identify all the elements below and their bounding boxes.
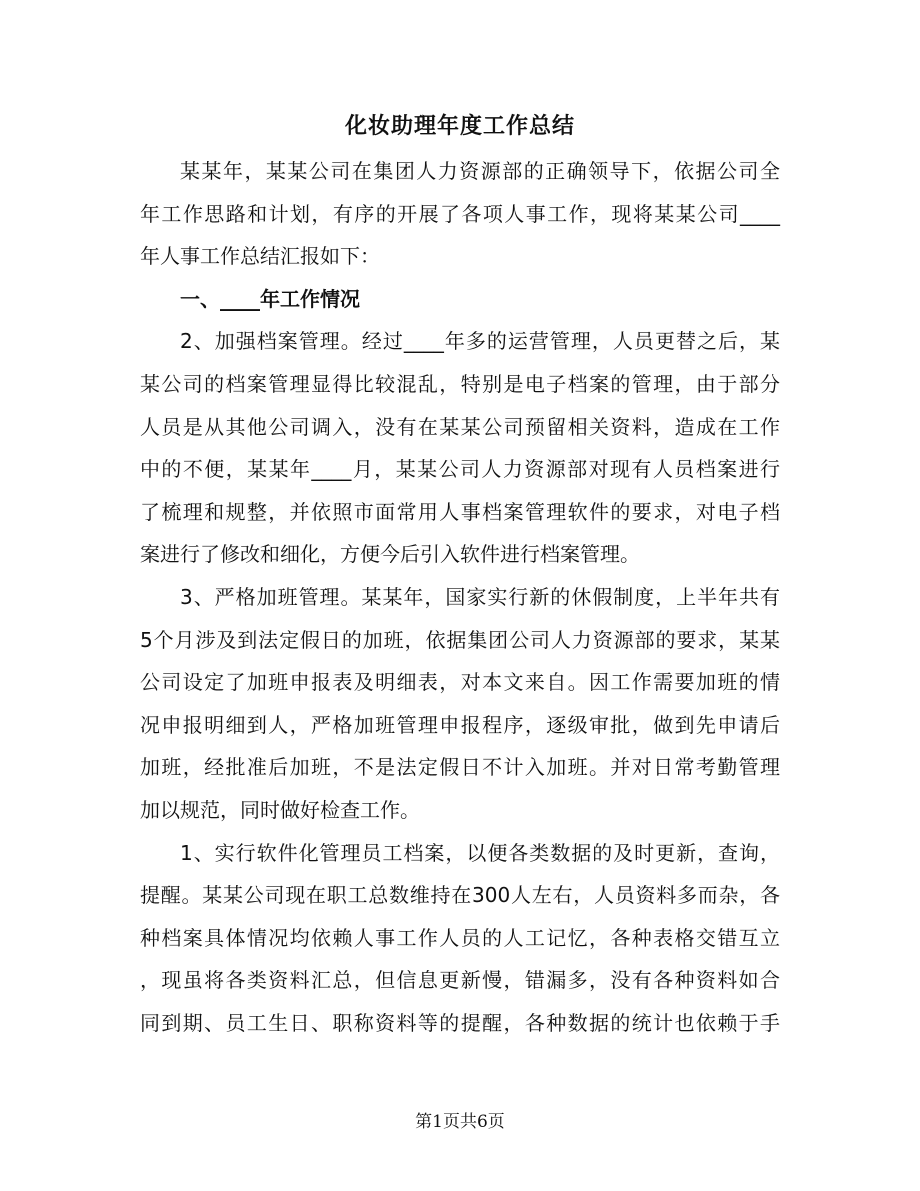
paragraph-line: 种档案具体情况均依赖人事工作人员的人工记忆，各种表格交错互立 [140,925,780,950]
paragraph-line: 况申报明细到人，严格加班管理申报程序，逐级审批，做到先申请后 [140,712,780,737]
document-body [140,150,780,1044]
page-number: 第1页共6页 [415,1112,505,1132]
paragraph-line: 人员是从其他公司调入，没有在某某公司预留相关资料，造成在工作 [140,414,780,439]
paragraph-line: 案进行了修改和细化，方便今后引入软件进行档案管理。 [140,542,640,567]
paragraph-line: 某公司的档案管理显得比较混乱，特别是电子档案的管理，由于部分 [140,371,780,396]
section-heading: 一、____年工作情况 [180,286,360,311]
paragraph-line: 提醒。某某公司现在职工总数维持在300人左右，人员资料多而杂，各 [140,883,780,908]
paragraph-line: 公司设定了加班申报表及明细表，对本文来自。因工作需要加班的情 [140,670,780,695]
paragraph-line: 中的不便，某某年____月，某某公司人力资源部对现有人员档案进行 [140,457,780,482]
paragraph-line: 5个月涉及到法定假日的加班，依据集团公司人力资源部的要求，某某 [140,627,780,652]
paragraph-line: ，现虽将各类资料汇总，但信息更新慢，错漏多，没有各种资料如合 [140,968,780,993]
paragraph-line: 了梳理和规整，并依照市面常用人事档案管理软件的要求，对电子档 [140,499,780,524]
paragraph-line: 加以规范，同时做好检查工作。 [140,797,420,822]
paragraph-line: 2、加强档案管理。经过____年多的运营管理，人员更替之后，某 [180,329,780,354]
document-title: 化妆助理年度工作总结 [344,113,575,139]
paragraph-line: 年人事工作总结汇报如下： [140,244,380,269]
paragraph-line: 年工作思路和计划，有序的开展了各项人事工作，现将某某公司____ [140,201,780,226]
paragraph-line: 同到期、员工生日、职称资料等的提醒，各种数据的统计也依赖于手 [140,1010,780,1035]
paragraph-line: 某某年，某某公司在集团人力资源部的正确领导下，依据公司全 [180,159,780,183]
paragraph-line: 加班，经批准后加班，不是法定假日不计入加班。并对日常考勤管理 [140,755,780,780]
paragraph-line: 3、严格加班管理。某某年，国家实行新的休假制度，上半年共有 [180,584,780,609]
paragraph-line: 1、实行软件化管理员工档案，以便各类数据的及时更新，查询， [180,840,780,865]
